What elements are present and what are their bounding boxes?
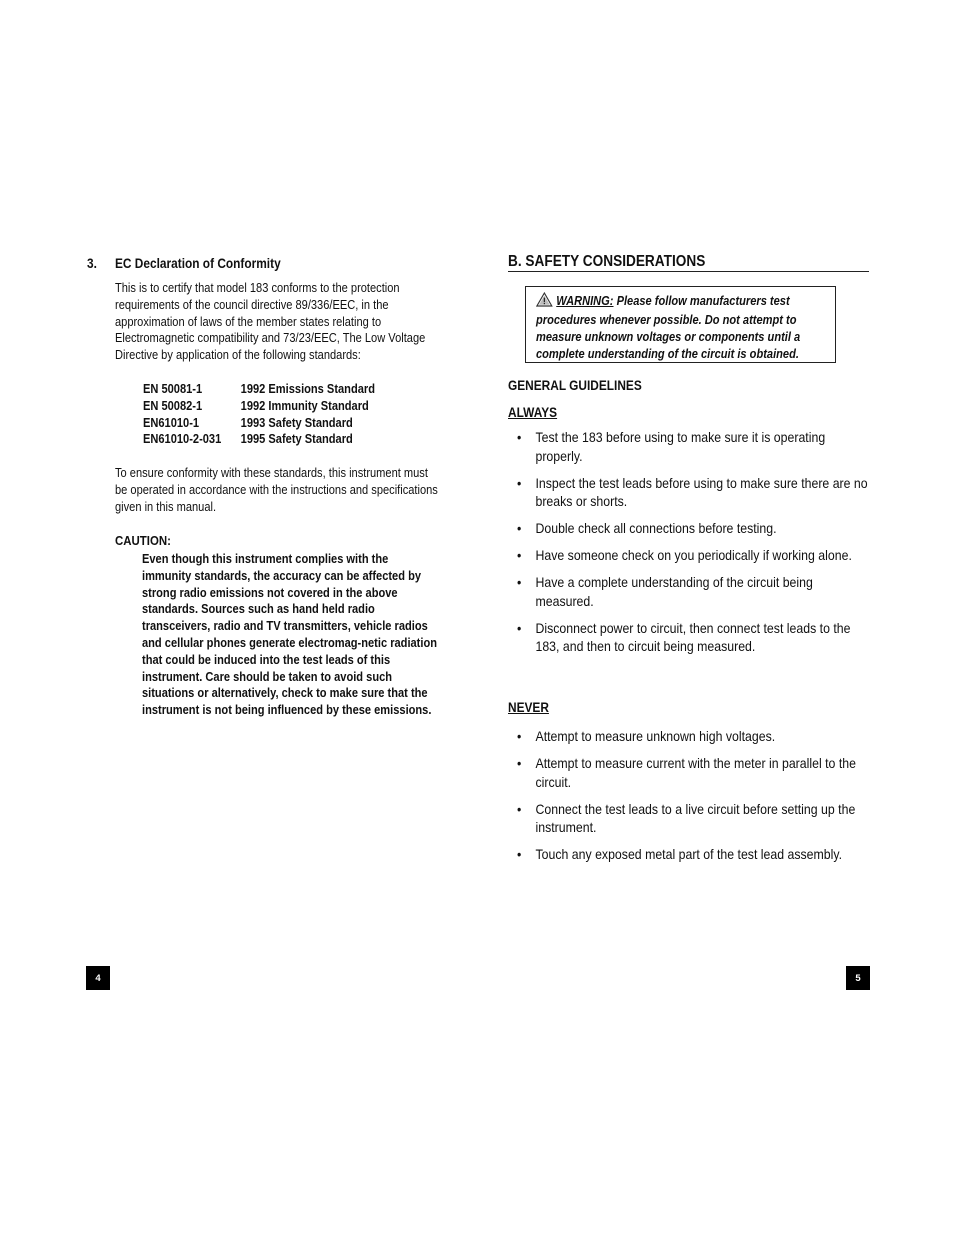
- list-item: [517, 619, 869, 656]
- warning-content: [536, 292, 826, 363]
- page-number-left: 4: [86, 966, 110, 990]
- section-rule: [508, 271, 869, 272]
- list-item-text: Inspect the test leads before using to make sure there are no breaks or shorts.: [535, 474, 868, 510]
- bullet-icon: •: [517, 547, 522, 564]
- intro-paragraph: This is to certify that model 183 conforms to the protection requirements of the council directive 89/336/EEC, in the approximation of laws of the member states relating to Electromagnetic compatibility and 73/23/EEC, The Low Voltage Directive by application of the following standards:: [115, 281, 426, 363]
- standard-desc: 1992 Emissions Standard: [240, 382, 375, 396]
- list-item: [517, 800, 869, 837]
- safety-section-title: B. SAFETY CONSIDERATIONS: [508, 253, 706, 270]
- list-item-text: Attempt to measure unknown high voltages.: [535, 728, 776, 744]
- list-item-text: Attempt to measure current with the meter in parallel to the circuit.: [535, 754, 856, 790]
- warning-triangle-icon: [536, 292, 553, 312]
- list-item-text: Connect the test leads to a live circuit before setting up the instrument.: [535, 800, 856, 836]
- list-item-text: Double check all connections before testing.: [535, 520, 777, 537]
- standard-desc: 1993 Safety Standard: [240, 415, 353, 430]
- standard-desc: 1992 Immunity Standard: [240, 398, 369, 413]
- bullet-icon: •: [517, 754, 522, 771]
- list-item-text: Have someone check on you periodically if working alone.: [535, 547, 852, 564]
- standard-row: [143, 415, 375, 432]
- standard-row: [143, 431, 375, 448]
- always-list: [517, 428, 869, 664]
- warning-label: WARNING:: [556, 294, 614, 308]
- bullet-icon: •: [517, 619, 522, 636]
- never-heading: NEVER: [508, 700, 549, 715]
- warning-box: [525, 286, 836, 363]
- list-item-text: Test the 183 before using to make sure it is operating properly.: [535, 429, 826, 464]
- warning-text: Please follow manufacturers test procedures whenever possible. Do not attempt to measure unknown voltages or components until a complete understanding of the circuit is obtained.: [536, 294, 801, 361]
- list-item: [517, 845, 869, 864]
- list-item: [517, 546, 869, 565]
- standard-row: [143, 381, 375, 398]
- standard-code: EN61010-1: [143, 415, 200, 430]
- section-number: 3.: [87, 256, 97, 271]
- bullet-icon: •: [517, 728, 522, 744]
- caution-text: Even though this instrument complies with the immunity standards, the accuracy can be affected by strong radio emissions not covered in the above standards. Sources such as hand held radio transceivers, radio and TV transmitters, vehicle radios and cellular phones generate electromag-netic radiation that could be induced into the test leads of this instrument. Care should be taken to avoid such situations or alternatively, check to make sure that the instrument is not being influenced by these emissions.: [142, 552, 438, 718]
- list-item-text: Disconnect power to circuit, then connect test leads to the 183, and then to circuit being measured.: [535, 619, 851, 655]
- standard-code: EN 50082-1: [143, 398, 203, 413]
- bullet-icon: •: [517, 429, 522, 445]
- never-list: [517, 727, 869, 872]
- bullet-icon: •: [517, 846, 522, 863]
- list-item: [517, 428, 869, 465]
- list-item: [517, 754, 869, 791]
- section-title: EC Declaration of Conformity: [115, 256, 281, 271]
- list-item: [517, 474, 869, 511]
- list-item-text: Have a complete understanding of the circuit being measured.: [535, 574, 813, 609]
- conformity-paragraph: To ensure conformity with these standards, this instrument must be operated in accordance with the instructions and specifications given in this manual.: [115, 466, 438, 514]
- standard-code: EN 50081-1: [143, 382, 203, 396]
- list-item-text: Touch any exposed metal part of the test lead assembly.: [535, 846, 843, 863]
- bullet-icon: •: [517, 574, 522, 591]
- list-item: [517, 727, 869, 746]
- list-item: [517, 573, 869, 610]
- always-heading: ALWAYS: [508, 405, 558, 420]
- bullet-icon: •: [517, 474, 522, 491]
- standards-table: [143, 381, 375, 448]
- caution-label: CAUTION:: [115, 533, 171, 548]
- bullet-icon: •: [517, 520, 522, 537]
- standard-code: EN61010-2-031: [143, 432, 222, 447]
- list-item: [517, 519, 869, 538]
- standard-row: [143, 398, 375, 415]
- page-number-right: 5: [846, 966, 870, 990]
- general-guidelines-heading: GENERAL GUIDELINES: [508, 378, 642, 393]
- bullet-icon: •: [517, 800, 522, 817]
- standard-desc: 1995 Safety Standard: [240, 432, 353, 447]
